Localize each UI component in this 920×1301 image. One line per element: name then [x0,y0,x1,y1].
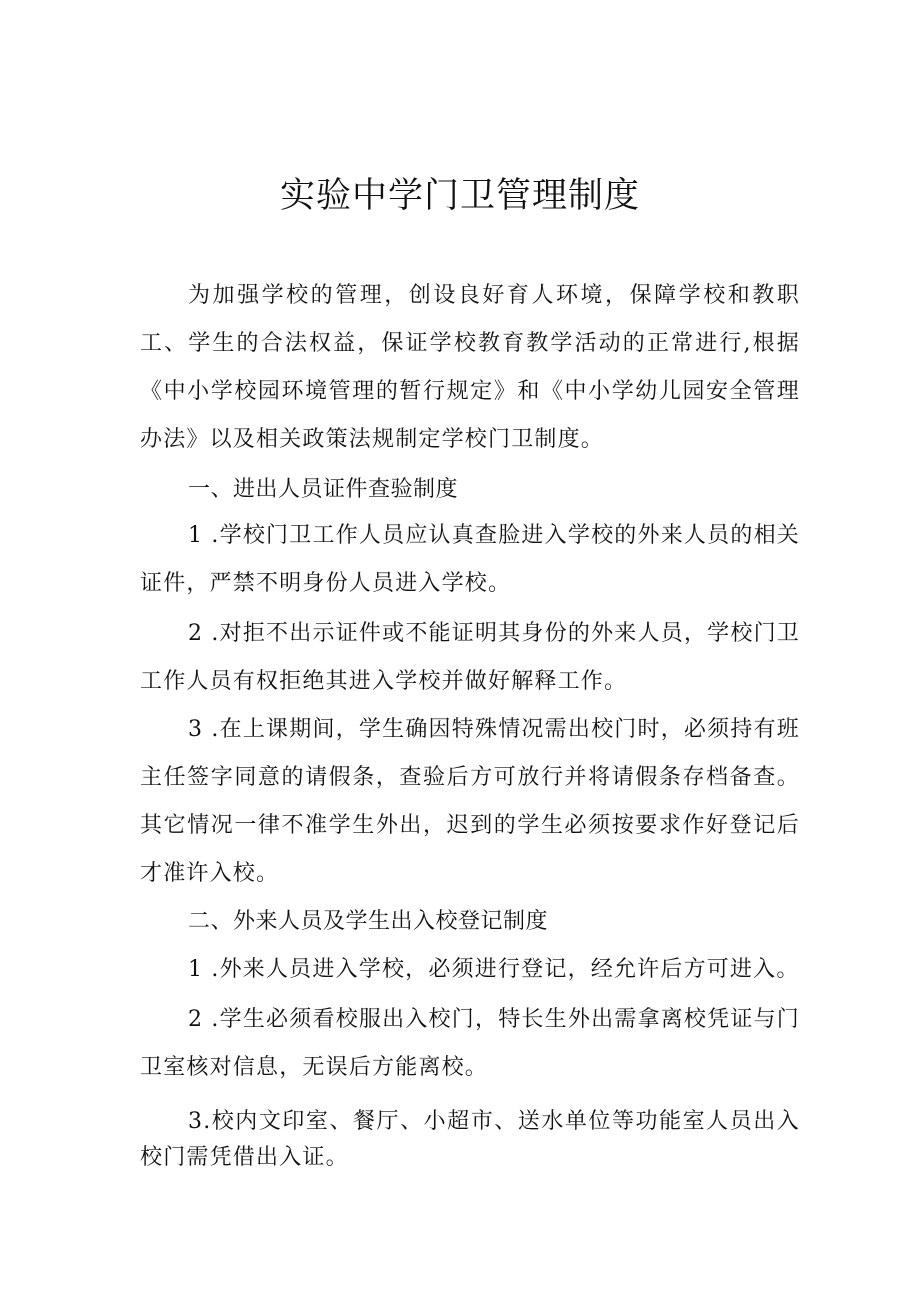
section-2-item-1: 1 .外来人员进入学校，必须进行登记，经允许后方可进入。 [188,957,800,982]
document-title: 实验中学门卫管理制度 [279,176,640,216]
section-1-item-1: 1 .学校门卫工作人员应认真查脸进入学校的外来人员的相关证件，严禁不明身份人员进入学校。 [140,523,800,596]
section-heading-2: 二、外来人员及学生出入校登记制度 [188,909,549,934]
section-2-item-3: 3.校内文印室、餐厅、小超市、送水单位等功能室人员出入校门需凭借出入证。 [140,1109,800,1170]
section-1-item-2: 2 .对拒不出示证件或不能证明其身份的外来人员，学校门卫工作人员有权拒绝其进入学校并做好解释工作。 [140,621,800,694]
section-2-item-2: 2 .学生必须看校服出入校门，特长生外出需拿离校凭证与门卫室核对信息，无误后方能离校。 [140,1007,800,1080]
section-heading-1: 一、进出人员证件查验制度 [188,477,459,502]
section-1-item-3: 3 .在上课期间，学生确因特殊情况需出校门时，必须持有班主任签字同意的请假条，查验后方可放行并将请假条存档备查。其它情况一律不准学生外出，迟到的学生必须按要求作好登记后才准许入校。 [140,717,800,886]
intro-paragraph: 为加强学校的管理，创设良好育人环境，保障学校和教职工、学生的合法权益，保证学校教育教学活动的正常进行,根据《中小学校园环境管理的暂行规定》和《中小学幼儿园安全管理办法》以及相关政策法规制定学校门卫制度。 [140,283,800,452]
